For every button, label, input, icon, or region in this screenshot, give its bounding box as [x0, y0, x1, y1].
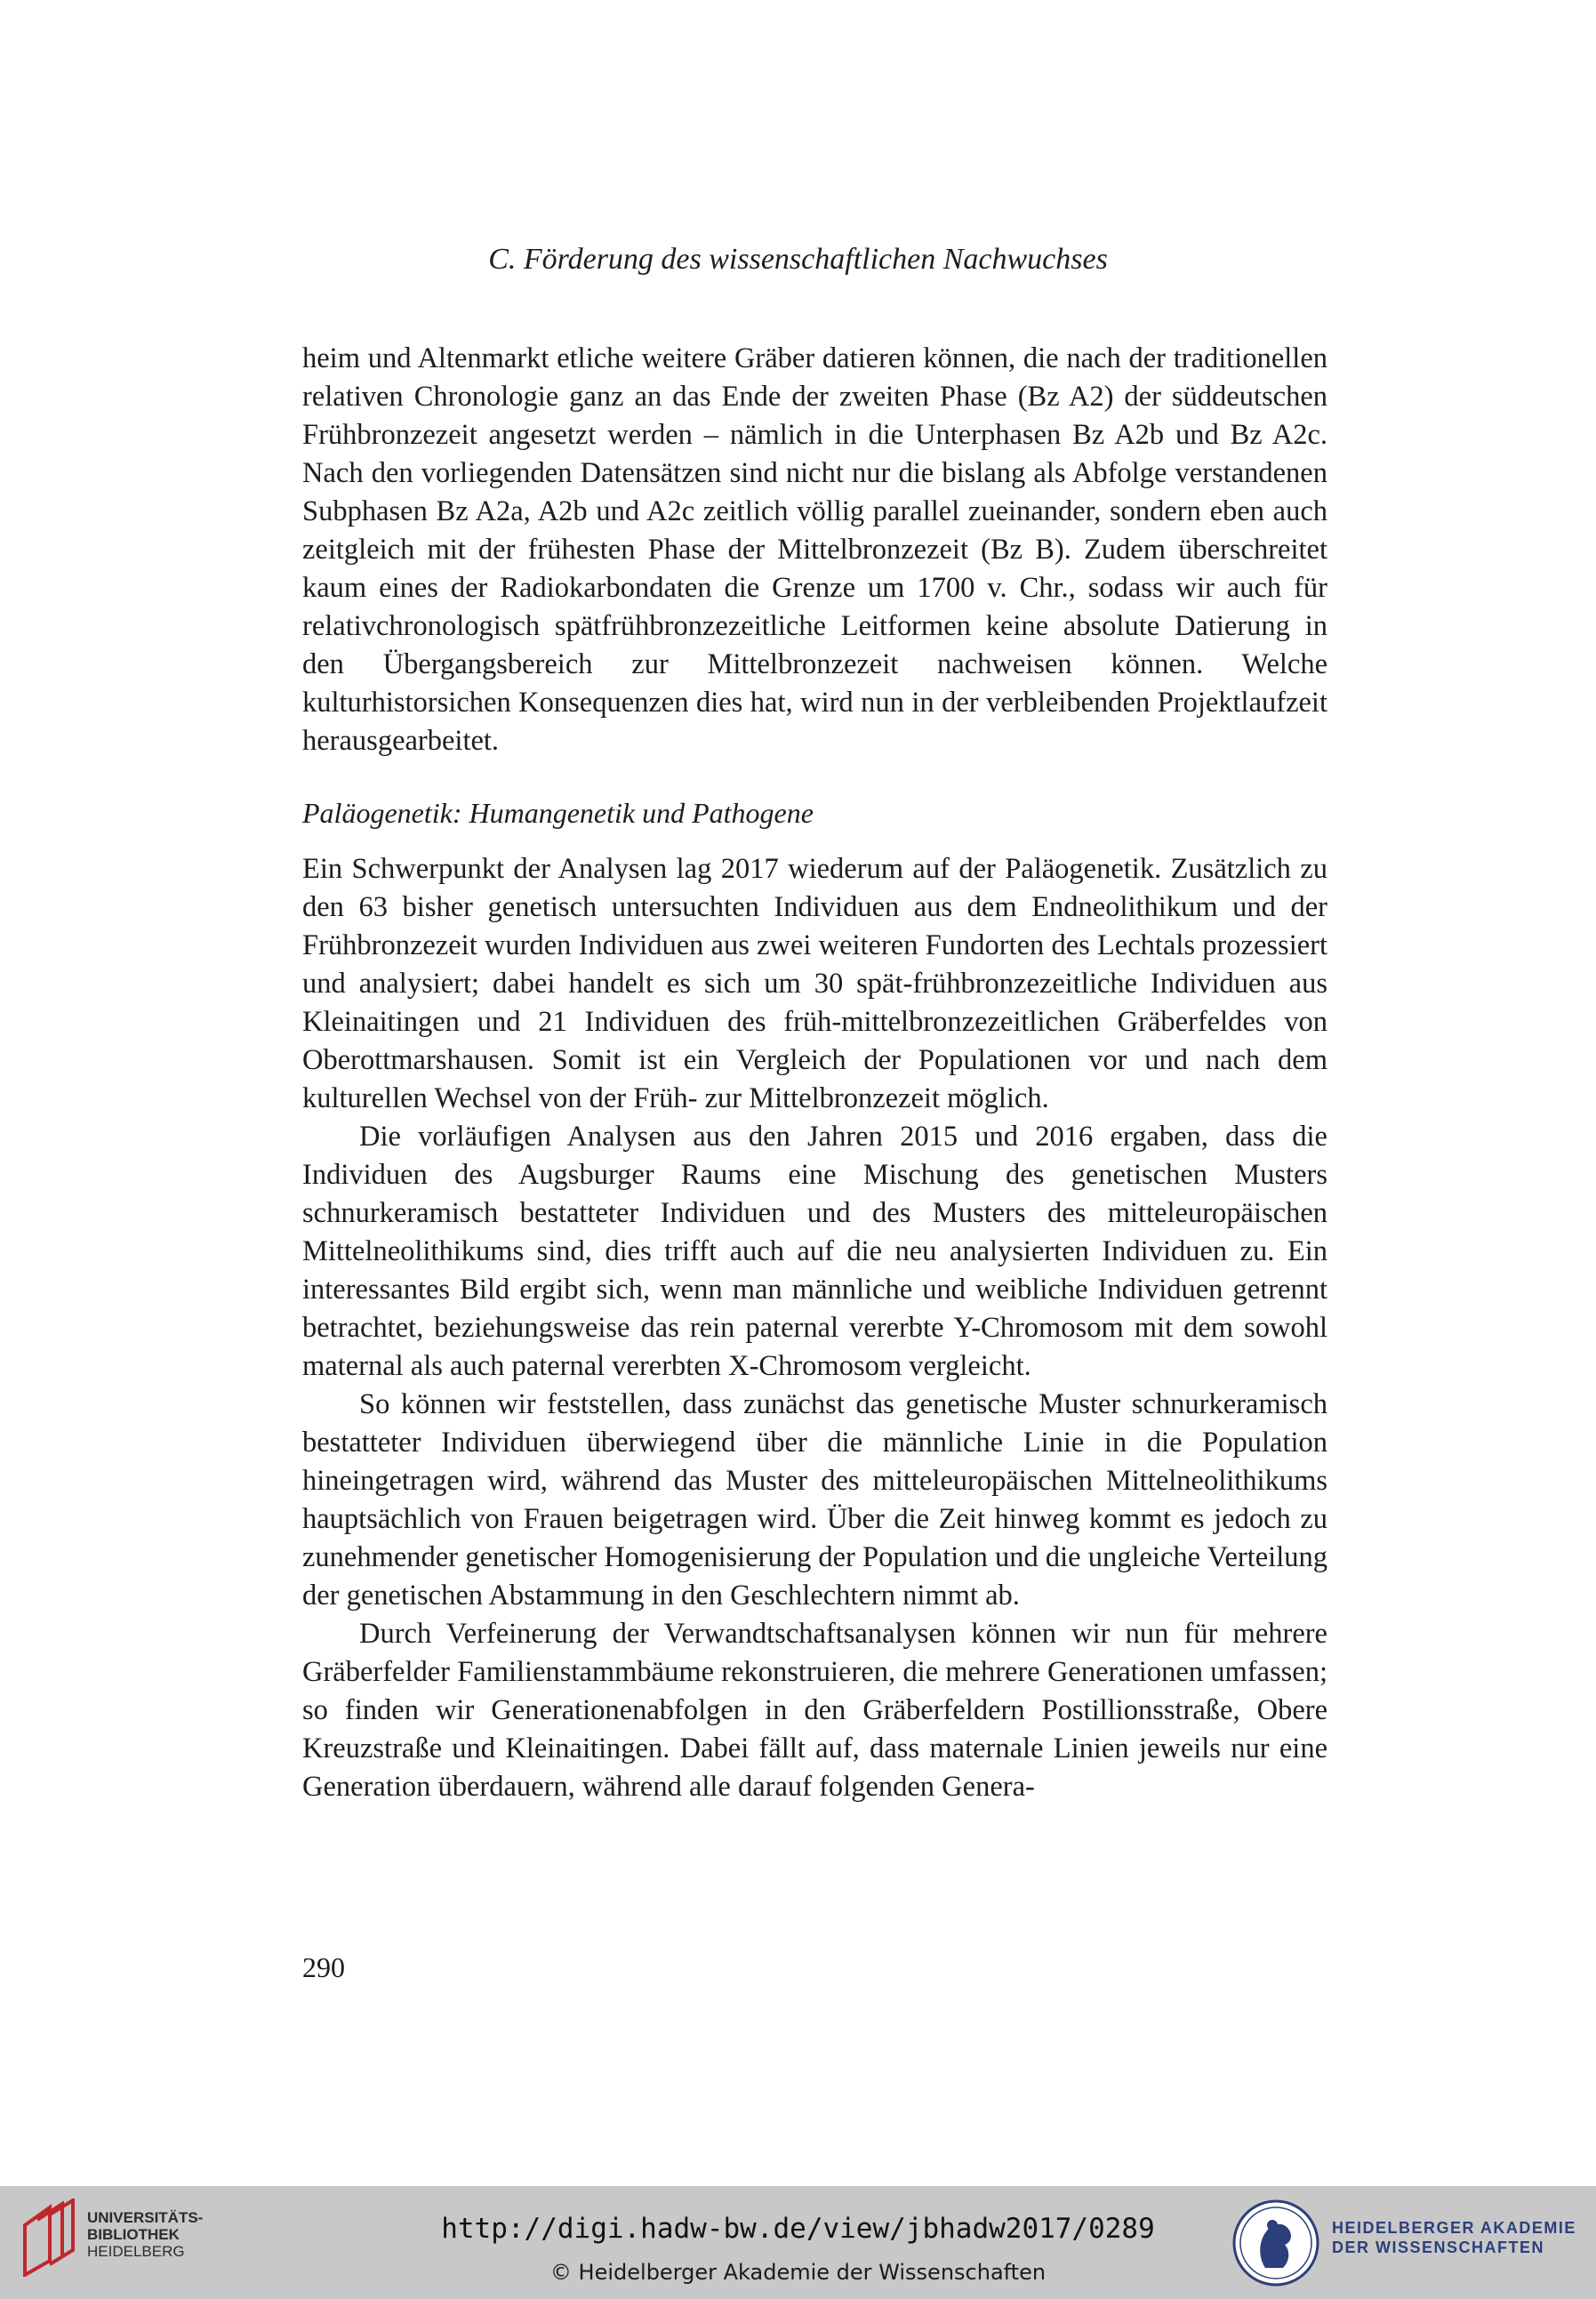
paragraph-1: heim und Altenmarkt etliche weitere Gräber datieren können, die nach der traditionellen relativen Chronologie ganz an das Ende der zweiten Phase (Bz A2) der süddeutschen Frühbronzezeit angesetzt werden – nämlich in die Unterphasen Bz A2b und Bz A2c. Nach den vorliegenden Datensätzen sind nicht nur die bislang als Abfolge verstandenen Subphasen Bz A2a, A2b und A2c zeitlich völlig parallel zueinander, sondern eben auch zeitgleich mit der frühesten Phase der Mittelbronzezeit (Bz B). Zudem überschreitet kaum eines der Radiokarbondaten die Grenze um 1700 v. Chr., sodass wir auch für relativchronologisch spätfrühbronzezeitliche Leitformen keine absolute Datierung in den Übergangsbereich zur Mittelbronzezeit nachweisen können. Welche kulturhistorsichen Konsequenzen dies hat, wird nun in der verbleibenden Projektlaufzeit herausgearbeitet. [302, 342, 1327, 757]
academy-line-2: DER WISSENSCHAFTEN [1332, 2239, 1545, 2256]
paragraph-3: Die vorläufigen Analysen aus den Jahren 2015 und 2016 ergaben, dass die Individuen des Augsburger Raums eine Mischung des genetischen Musters schnurkeramisch bestatteter Individuen und des Musters des mitteleuropäischen Mittelneolithikums sind, dies trifft auch auf die neu analysierten Individuen zu. Ein interessantes Bild ergibt sich, wenn man männliche und weibliche Individuen getrennt betrachtet, beziehungsweise das rein paternal vererbte Y-Chromosom mit dem sowohl maternal als auch paternal vererbten X-Chromosom vergleicht. [302, 1121, 1327, 1382]
academy-name [1332, 2218, 1576, 2257]
academy-seal-icon [1231, 2199, 1320, 2287]
paragraph-2: Ein Schwerpunkt der Analysen lag 2017 wiederum auf der Paläogenetik. Zusätzlich zu den 63 bisher genetisch untersuchten Individuen aus dem Endneolithikum und der Frühbronzezeit wurden Individuen aus zwei weiteren Fundorten des Lechtals prozessiert und analysiert; dabei handelt es sich um 30 spät-frühbronzezeitliche Individuen aus Kleinaitingen und 21 Individuen des früh-mittelbronzezeitlichen Gräberfeldes von Oberottmarshausen. Somit ist ein Vergleich der Populationen vor und nach dem kulturellen Wechsel von der Früh- zur Mittelbronzezeit möglich. [302, 853, 1327, 1114]
section-heading: Paläogenetik: Humangenetik und Pathogene [302, 797, 814, 829]
source-url-link[interactable]: http://digi.hadw-bw.de/view/jbhadw2017/0289 [441, 2213, 1155, 2245]
library-line-3: HEIDELBERG [87, 2243, 185, 2260]
footer-band [0, 2186, 1596, 2299]
page-number: 290 [302, 1951, 345, 1983]
library-line-1: UNIVERSITÄTS- [87, 2209, 204, 2226]
running-head: C. Förderung des wissenschaftlichen Nachwuchses [488, 243, 1108, 276]
paragraph-5: Durch Verfeinerung der Verwandtschaftsanalysen können wir nun für mehrere Gräberfelder Familienstammbäume rekonstruieren, die mehrere Generationen umfassen; so finden wir Generationenabfolgen in den Gräberfeldern Postillionsstraße, Obere Kreuzstraße und Kleinaitingen. Dabei fällt auf, dass maternale Linien jeweils nur eine Generation überdauern, während alle darauf folgenden Genera- [302, 1618, 1327, 1803]
main-text [302, 340, 1327, 1806]
academy-line-1: HEIDELBERGER AKADEMIE [1332, 2219, 1576, 2237]
copyright-notice: © Heidelberger Akademie der Wissenschaften [549, 2260, 1047, 2285]
library-line-2: BIBLIOTHEK [87, 2226, 180, 2243]
paragraph-4: So können wir feststellen, dass zunächst das genetische Muster schnurkeramisch bestatteter Individuen überwiegend über die männliche Linie in die Population hineingetragen wird, während das Muster des mitteleuropäischen Mittelneolithikums hauptsächlich von Frauen beigetragen wird. Über die Zeit hinweg kommt es jedoch zu zunehmender genetischer Homogenisierung der Population und die ungleiche Verteilung der genetischen Abstammung in den Geschlechtern nimmt ab. [302, 1388, 1327, 1612]
